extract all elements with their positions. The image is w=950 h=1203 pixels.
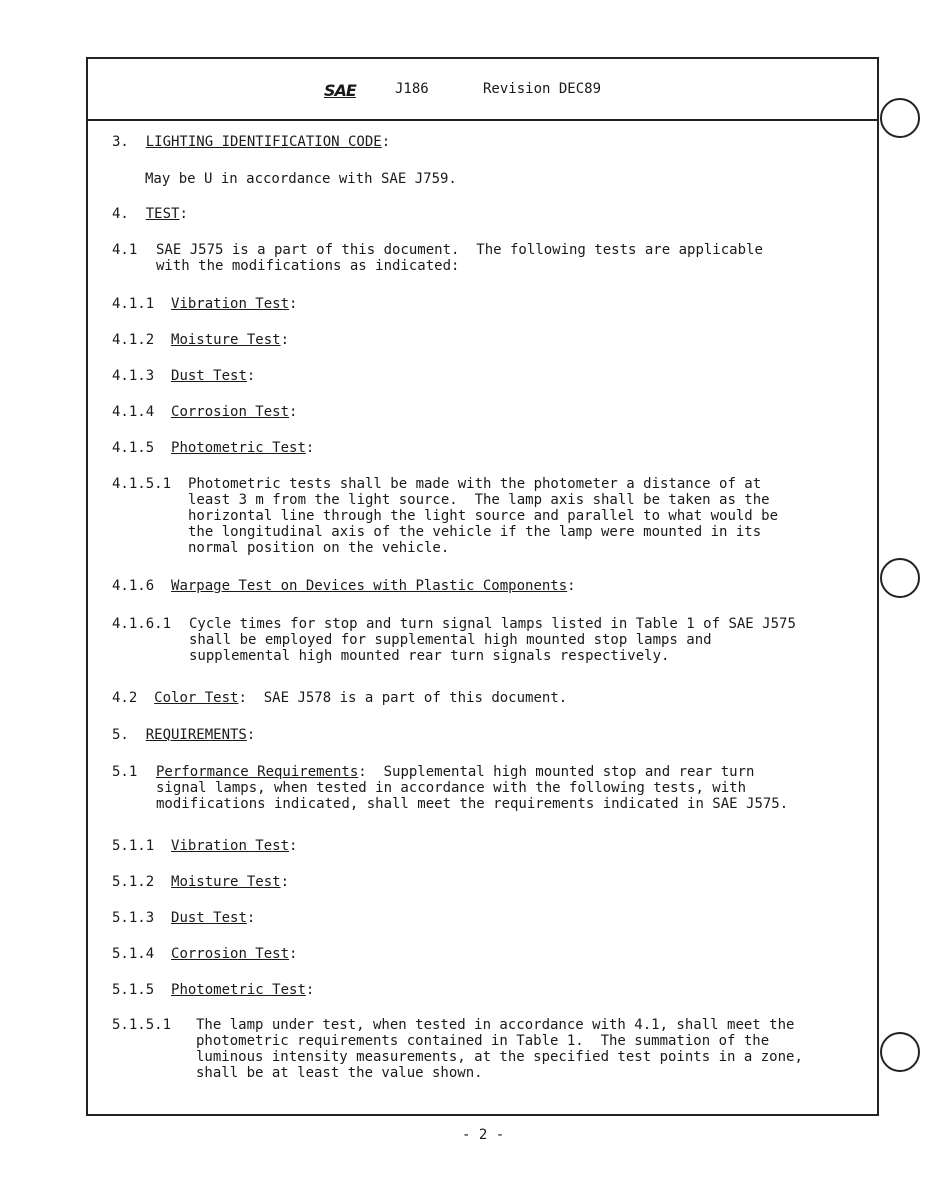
section-4-1-5-1-number: 4.1.5.1 <box>112 476 172 492</box>
section-5-1-5-1-line-1: The lamp under test, when tested in accordance with 4.1, shall meet the <box>196 1017 795 1033</box>
section-4-1-5-1-line-2: least 3 m from the light source. The lamp axis shall be taken as the <box>188 492 770 508</box>
sae-logo: SAE <box>324 81 356 100</box>
section-5-heading: 5. REQUIREMENTS: <box>112 727 256 743</box>
section-5-1-5-1-line-3: luminous intensity measurements, at the specified test points in a zone, <box>196 1049 803 1065</box>
section-4-1-1-heading: 4.1.1 Vibration Test: <box>112 296 298 312</box>
document-number: J186 <box>395 81 429 97</box>
section-4-1-6-1-line-3: supplemental high mounted rear turn signals respectively. <box>189 648 670 664</box>
binder-hole-top <box>880 98 920 138</box>
section-5-1-4-heading: 5.1.4 Corrosion Test: <box>112 946 298 962</box>
binder-hole-middle <box>880 558 920 598</box>
section-5-1-5-1-number: 5.1.5.1 <box>112 1017 172 1033</box>
section-4-1-5-heading: 4.1.5 Photometric Test: <box>112 440 315 456</box>
section-4-2-heading: 4.2 Color Test: SAE J578 is a part of this document. <box>112 690 568 706</box>
page-number: - 2 - <box>462 1127 505 1143</box>
section-4-1-number: 4.1 <box>112 242 138 258</box>
section-5-1-line-3: modifications indicated, shall meet the requirements indicated in SAE J575. <box>156 796 789 812</box>
section-5-1-line-2: signal lamps, when tested in accordance with the following tests, with <box>156 780 747 796</box>
binder-hole-bottom <box>880 1032 920 1072</box>
section-5-1-line-1: Performance Requirements: Supplemental high mounted stop and rear turn <box>156 764 755 780</box>
section-4-1-6-1-line-2: shall be employed for supplemental high mounted stop lamps and <box>189 632 712 648</box>
section-4-1-4-heading: 4.1.4 Corrosion Test: <box>112 404 298 420</box>
page-header <box>88 59 877 121</box>
section-5-1-3-heading: 5.1.3 Dust Test: <box>112 910 256 926</box>
section-3-body: May be U in accordance with SAE J759. <box>145 171 457 187</box>
section-4-1-2-heading: 4.1.2 Moisture Test: <box>112 332 290 348</box>
section-5-1-5-heading: 5.1.5 Photometric Test: <box>112 982 315 998</box>
section-4-1-5-1-line-4: the longitudinal axis of the vehicle if the lamp were mounted in its <box>188 524 762 540</box>
section-4-1-line-2: with the modifications as indicated: <box>156 258 460 274</box>
section-4-heading: 4. TEST: <box>112 206 188 222</box>
section-5-1-number: 5.1 <box>112 764 138 780</box>
section-5-1-5-1-line-2: photometric requirements contained in Table 1. The summation of the <box>196 1033 770 1049</box>
section-5-1-1-heading: 5.1.1 Vibration Test: <box>112 838 298 854</box>
section-5-1-2-heading: 5.1.2 Moisture Test: <box>112 874 290 890</box>
section-4-1-line-1: SAE J575 is a part of this document. The following tests are applicable <box>156 242 763 258</box>
revision-label: Revision DEC89 <box>483 81 602 97</box>
section-4-1-5-1-line-3: horizontal line through the light source and parallel to what would be <box>188 508 779 524</box>
section-3-heading: 3. LIGHTING IDENTIFICATION CODE: <box>112 134 391 150</box>
section-4-1-5-1-line-1: Photometric tests shall be made with the photometer a distance of at <box>188 476 762 492</box>
section-4-1-5-1-line-5: normal position on the vehicle. <box>188 540 450 556</box>
section-5-1-5-1-line-4: shall be at least the value shown. <box>196 1065 483 1081</box>
section-4-1-6-1-line-1: Cycle times for stop and turn signal lamps listed in Table 1 of SAE J575 <box>189 616 796 632</box>
section-4-1-6-heading: 4.1.6 Warpage Test on Devices with Plastic Components: <box>112 578 576 594</box>
section-4-1-3-heading: 4.1.3 Dust Test: <box>112 368 256 384</box>
section-4-1-6-1-number: 4.1.6.1 <box>112 616 172 632</box>
